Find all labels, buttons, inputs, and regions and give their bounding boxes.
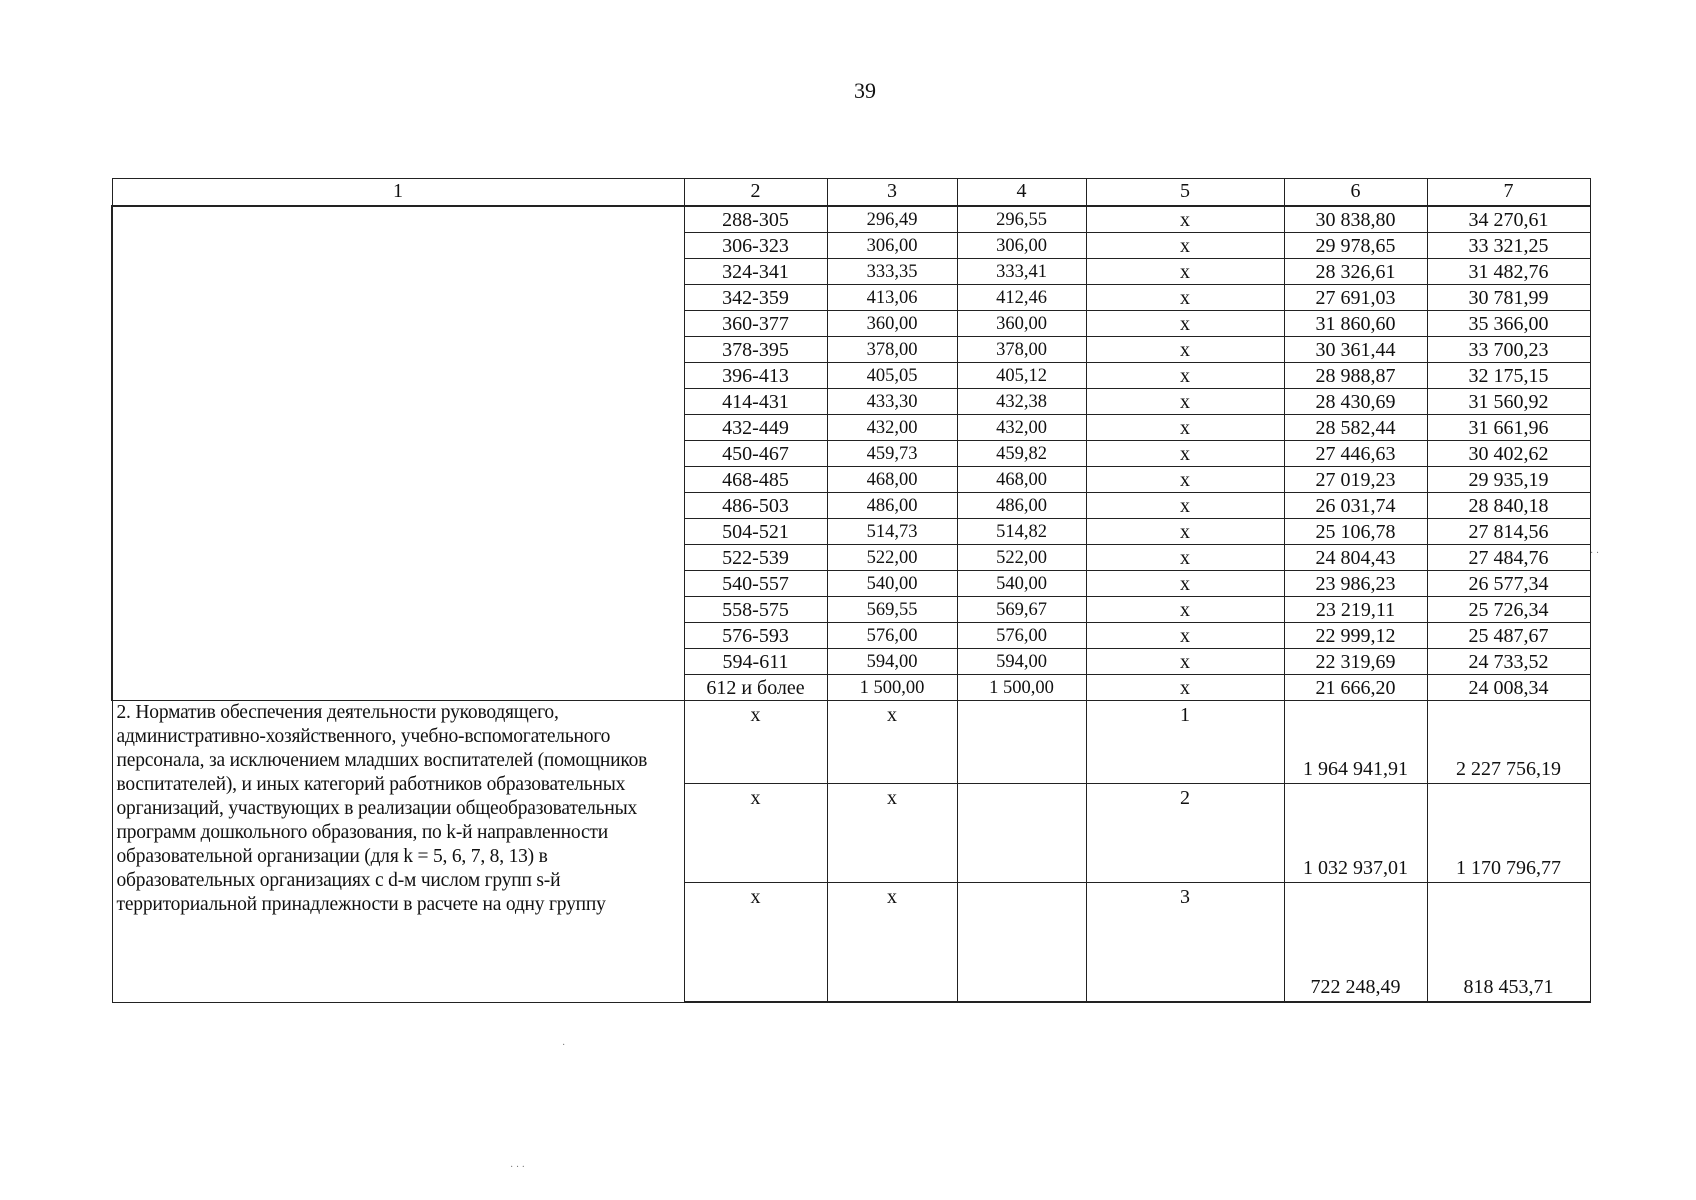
table-cell: x [1086, 363, 1284, 389]
table-cell: x [1086, 493, 1284, 519]
table-cell: 360-377 [684, 311, 827, 337]
table-cell [1284, 883, 1427, 1003]
table-cell: 31 661,96 [1427, 415, 1590, 441]
table-cell: 29 978,65 [1284, 233, 1427, 259]
table-cell [827, 784, 957, 883]
column-header: 1 [112, 179, 684, 207]
table-cell: 26 031,74 [1284, 493, 1427, 519]
table-cell: 306-323 [684, 233, 827, 259]
table-cell: 29 935,19 [1427, 467, 1590, 493]
table-cell: 296,55 [957, 206, 1086, 233]
table-row [112, 206, 1590, 233]
table-cell: x [1086, 675, 1284, 701]
table-cell: 27 814,56 [1427, 519, 1590, 545]
table-cell: 30 402,62 [1427, 441, 1590, 467]
table-cell [684, 784, 827, 883]
table-cell: x [1086, 519, 1284, 545]
table-cell: 486-503 [684, 493, 827, 519]
cell-value: x [750, 886, 761, 908]
table-cell: x [1086, 623, 1284, 649]
cell-value: 3 [1180, 886, 1190, 908]
table-cell: 288-305 [684, 206, 827, 233]
table-cell [1086, 784, 1284, 883]
table-cell: 31 482,76 [1427, 259, 1590, 285]
table-cell: 27 446,63 [1284, 441, 1427, 467]
table-cell: 360,00 [827, 311, 957, 337]
table-cell: 1 500,00 [827, 675, 957, 701]
table-cell: x [1086, 233, 1284, 259]
cell-value: 1 964 941,91 [1303, 758, 1408, 780]
table-cell: 433,30 [827, 389, 957, 415]
cell-value [962, 701, 1082, 703]
table-cell: 30 838,80 [1284, 206, 1427, 233]
cell-value: x [750, 704, 761, 726]
cell-value: 2 [1180, 787, 1190, 809]
table-cell: 306,00 [827, 233, 957, 259]
table-cell: 558-575 [684, 597, 827, 623]
table-cell: 22 319,69 [1284, 649, 1427, 675]
scan-mark: · · · [510, 1162, 525, 1173]
table-cell [684, 883, 827, 1003]
table-cell: 540,00 [957, 571, 1086, 597]
cell-value: 722 248,49 [1310, 976, 1401, 998]
table-cell: 324-341 [684, 259, 827, 285]
table-cell: 28 840,18 [1427, 493, 1590, 519]
column-header: 6 [1284, 179, 1427, 207]
table-cell: 486,00 [827, 493, 957, 519]
table-cell: 522,00 [957, 545, 1086, 571]
table-cell: 31 860,60 [1284, 311, 1427, 337]
table-cell: 27 484,76 [1427, 545, 1590, 571]
column-header: 3 [827, 179, 957, 207]
table-cell: 459,73 [827, 441, 957, 467]
table-cell: 24 804,43 [1284, 545, 1427, 571]
table-cell [827, 883, 957, 1003]
table-cell: 24 733,52 [1427, 649, 1590, 675]
table-cell: 540,00 [827, 571, 957, 597]
table-cell: 378,00 [957, 337, 1086, 363]
table-cell: 594-611 [684, 649, 827, 675]
table-cell: 576,00 [957, 623, 1086, 649]
table-cell: 33 321,25 [1427, 233, 1590, 259]
table-cell: 27 019,23 [1284, 467, 1427, 493]
column-header: 5 [1086, 179, 1284, 207]
table-cell: 28 582,44 [1284, 415, 1427, 441]
table-cell: 396-413 [684, 363, 827, 389]
table-cell: 412,46 [957, 285, 1086, 311]
table-cell: 432,38 [957, 389, 1086, 415]
page-number: 39 [854, 78, 876, 103]
cell-value [962, 883, 1082, 885]
table-cell: 26 577,34 [1427, 571, 1590, 597]
scan-mark: · [562, 1040, 566, 1051]
section2-row [112, 701, 1590, 784]
table-cell: 432,00 [827, 415, 957, 441]
table-cell [957, 784, 1086, 883]
table-cell: 459,82 [957, 441, 1086, 467]
table-cell: 576,00 [827, 623, 957, 649]
table-cell: 522,00 [827, 545, 957, 571]
table-cell: x [1086, 467, 1284, 493]
table-cell: 468-485 [684, 467, 827, 493]
table-cell: 405,05 [827, 363, 957, 389]
table-cell: 413,06 [827, 285, 957, 311]
table-cell [1427, 784, 1590, 883]
table-cell: 514,82 [957, 519, 1086, 545]
table-cell: 333,35 [827, 259, 957, 285]
table-cell: 414-431 [684, 389, 827, 415]
table-cell [1427, 883, 1590, 1003]
cell-value: x [887, 886, 897, 908]
table-cell: 486,00 [957, 493, 1086, 519]
table-cell: 34 270,61 [1427, 206, 1590, 233]
table-cell: 468,00 [827, 467, 957, 493]
table-cell [1086, 701, 1284, 784]
table-cell [957, 883, 1086, 1003]
table-cell: 432,00 [957, 415, 1086, 441]
table-cell: x [1086, 259, 1284, 285]
table-cell: 25 726,34 [1427, 597, 1590, 623]
table-cell: 28 430,69 [1284, 389, 1427, 415]
table-cell: x [1086, 389, 1284, 415]
cell-value: x [750, 787, 761, 809]
table-cell [957, 701, 1086, 784]
table-cell: 450-467 [684, 441, 827, 467]
cell-value [962, 784, 1082, 786]
table-cell: 25 487,67 [1427, 623, 1590, 649]
table-cell [684, 701, 827, 784]
table-cell: 468,00 [957, 467, 1086, 493]
section2-description: 2. Норматив обеспечения деятельности руководящего, административно-хозяйственного, учебно-вспомогательного персонала, за исключением младших воспитателей (помощников воспитателей), и иных категорий работников образовательных организаций, участвующих в реализации общеобразовательных программ дошкольного образования, по k-й направленности образовательной организации (для k = 5, 6, 7, 8, 13) в образовательных организациях с d-м числом групп s-й территориальной принадлежности в расчете на одну группу [112, 701, 684, 1003]
table-cell: x [1086, 285, 1284, 311]
table-cell: 569,67 [957, 597, 1086, 623]
table-cell [1284, 701, 1427, 784]
table-cell [1427, 701, 1590, 784]
table-cell: 30 361,44 [1284, 337, 1427, 363]
table-cell: 432-449 [684, 415, 827, 441]
table-cell: 594,00 [957, 649, 1086, 675]
table-cell: 32 175,15 [1427, 363, 1590, 389]
table-cell: x [1086, 415, 1284, 441]
table-cell: 30 781,99 [1427, 285, 1590, 311]
cell-value: 2 227 756,19 [1456, 758, 1561, 780]
table-cell [1086, 883, 1284, 1003]
empty-description-cell [112, 206, 684, 701]
table-cell: 504-521 [684, 519, 827, 545]
table-cell: 28 988,87 [1284, 363, 1427, 389]
table-cell: 27 691,03 [1284, 285, 1427, 311]
standards-table [111, 178, 1591, 1003]
table-cell: 1 500,00 [957, 675, 1086, 701]
cell-value: 1 032 937,01 [1303, 857, 1408, 879]
table-cell: x [1086, 206, 1284, 233]
table-cell: 333,41 [957, 259, 1086, 285]
table-cell: x [1086, 545, 1284, 571]
table-cell: 35 366,00 [1427, 311, 1590, 337]
table-cell: 522-539 [684, 545, 827, 571]
table-cell: 23 219,11 [1284, 597, 1427, 623]
scan-mark: · · [1590, 548, 1600, 559]
table-cell: 33 700,23 [1427, 337, 1590, 363]
column-header: 7 [1427, 179, 1590, 207]
cell-value: 1 170 796,77 [1456, 857, 1561, 879]
column-header: 2 [684, 179, 827, 207]
table-cell: 28 326,61 [1284, 259, 1427, 285]
table-cell: x [1086, 441, 1284, 467]
cell-value: x [887, 704, 897, 726]
table-cell: 25 106,78 [1284, 519, 1427, 545]
table-cell: x [1086, 571, 1284, 597]
cell-value: 1 [1180, 704, 1190, 726]
table-cell: 24 008,34 [1427, 675, 1590, 701]
table-cell: 540-557 [684, 571, 827, 597]
table-cell: 594,00 [827, 649, 957, 675]
table-cell: 21 666,20 [1284, 675, 1427, 701]
table-cell: 378,00 [827, 337, 957, 363]
table-header-row [112, 179, 1590, 207]
table-cell: 22 999,12 [1284, 623, 1427, 649]
table-cell: x [1086, 337, 1284, 363]
table-cell: 342-359 [684, 285, 827, 311]
table-cell [827, 701, 957, 784]
table-cell: 612 и более [684, 675, 827, 701]
table-cell [1284, 784, 1427, 883]
table-cell: x [1086, 597, 1284, 623]
cell-value: 818 453,71 [1463, 976, 1554, 998]
table-cell: 576-593 [684, 623, 827, 649]
table-cell: 31 560,92 [1427, 389, 1590, 415]
table-cell: 296,49 [827, 206, 957, 233]
table-cell: 378-395 [684, 337, 827, 363]
table-cell: x [1086, 311, 1284, 337]
table-cell: 569,55 [827, 597, 957, 623]
table-cell: 23 986,23 [1284, 571, 1427, 597]
table-cell: 514,73 [827, 519, 957, 545]
table-cell: 405,12 [957, 363, 1086, 389]
table-cell: x [1086, 649, 1284, 675]
column-header: 4 [957, 179, 1086, 207]
table-cell: 306,00 [957, 233, 1086, 259]
cell-value: x [887, 787, 897, 809]
table-cell: 360,00 [957, 311, 1086, 337]
